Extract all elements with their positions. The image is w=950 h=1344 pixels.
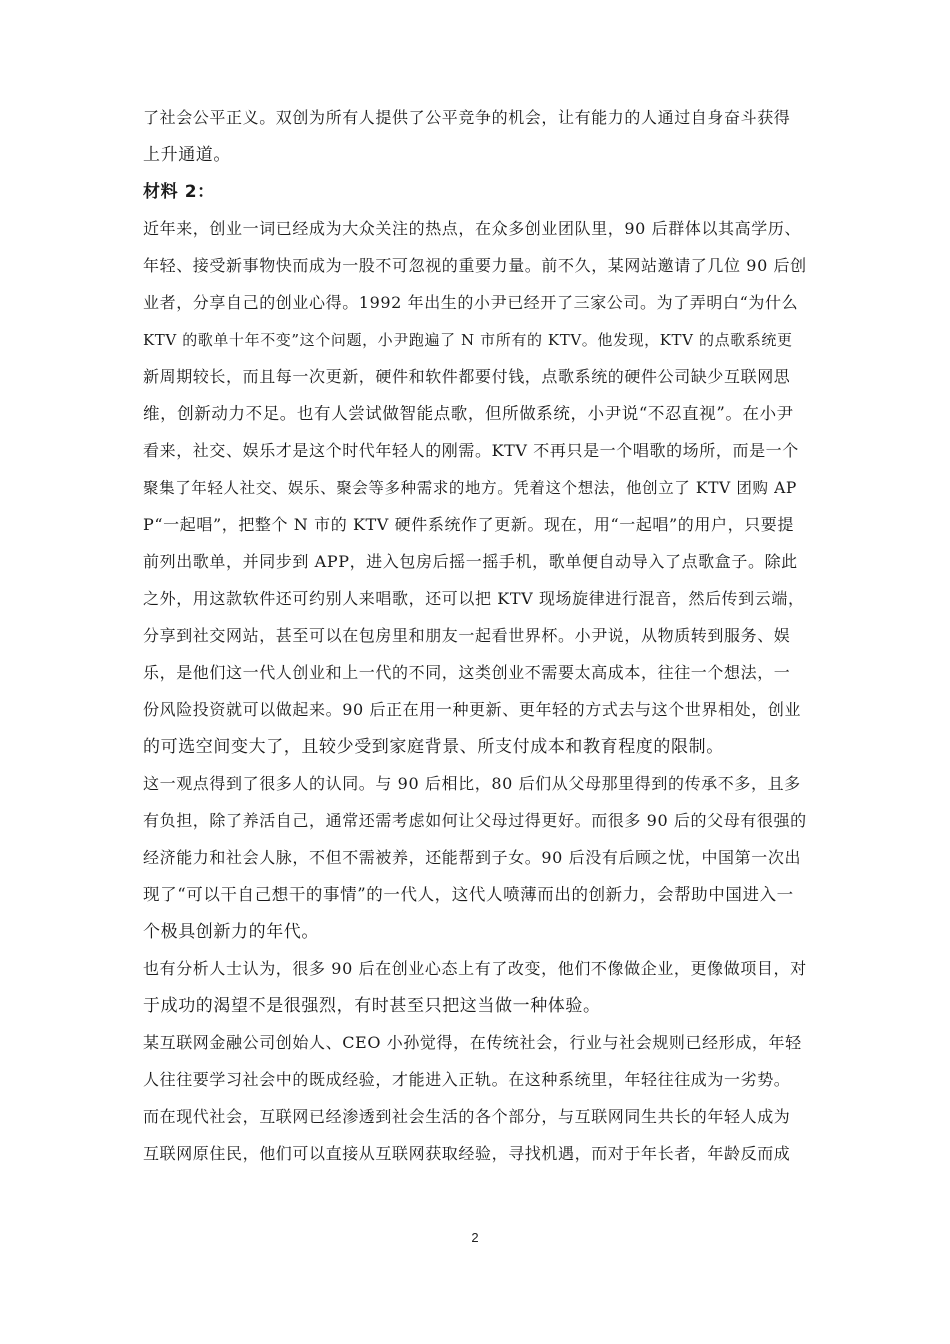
paragraph-line: 有负担，除了养活自己，通常还需考虑如何让父母过得更好。而很多 90 后的父母有很强的 bbox=[143, 811, 807, 830]
paragraph-line: 人往往要学习社会中的既成经验，才能进入正轨。在这种系统里，年轻往往成为一劣势。 bbox=[143, 1070, 791, 1089]
paragraph-line: 经济能力和社会人脉，不但不需被养，还能帮到子女。90 后没有后顾之忧，中国第一次出 bbox=[143, 848, 802, 867]
paragraph-line: 分享到社交网站，甚至可以在包房里和朋友一起看世界杯。小尹说，从物质转到服务、娱 bbox=[143, 626, 791, 645]
paragraph-line: 了社会公平正义。双创为所有人提供了公平竞争的机会，让有能力的人通过自身奋斗获得 bbox=[143, 108, 791, 127]
section-heading: 材料 2： bbox=[143, 182, 215, 202]
paragraph-line: P“一起唱”，把整个 N 市的 KTV 硬件系统作了更新。现在，用“一起唱”的用户，只要提 bbox=[143, 515, 795, 534]
paragraph-line: 业者，分享自己的创业心得。1992 年出生的小尹已经开了三家公司。为了弄明白“为什么 bbox=[143, 293, 799, 312]
paragraph-line: 上升通道。 bbox=[143, 145, 231, 165]
paragraph-line: 前列出歌单，并同步到 APP，进入包房后摇一摇手机，歌单便自动导入了点歌盒子。除此 bbox=[143, 552, 798, 571]
paragraph-line: KTV 的歌单十年不变”这个问题，小尹跑遍了 N 市所有的 KTV。他发现，KTV 的点歌系统更 bbox=[143, 331, 793, 349]
paragraph-line: 之外，用这款软件还可约别人来唱歌，还可以把 KTV 现场旋律进行混音，然后传到云端， bbox=[143, 589, 805, 608]
paragraph-line: 新周期较长，而且每一次更新，硬件和软件都要付钱，点歌系统的硬件公司缺少互联网思 bbox=[143, 367, 791, 386]
paragraph-line: 份风险投资就可以做起来。90 后正在用一种更新、更年轻的方式去与这个世界相处，创业 bbox=[143, 700, 802, 719]
paragraph-line: 年轻、接受新事物快而成为一股不可忽视的重要力量。前不久，某网站邀请了几位 90 后创 bbox=[143, 256, 807, 275]
paragraph-line: 看来，社交、娱乐才是这个时代年轻人的刚需。KTV 不再只是一个唱歌的场所，而是一个 bbox=[143, 441, 799, 460]
paragraph-line: 维，创新动力不足。也有人尝试做智能点歌，但所做系统，小尹说“不忍直视”。在小尹 bbox=[143, 404, 794, 423]
paragraph-line: 也有分析人士认为，很多 90 后在创业心态上有了改变，他们不像做企业，更像做项目，对 bbox=[143, 959, 807, 978]
paragraph-line: 而在现代社会，互联网已经渗透到社会生活的各个部分，与互联网同生共长的年轻人成为 bbox=[143, 1107, 791, 1126]
paragraph-line: 于成功的渴望不是很强烈，有时甚至只把这当做一种体验。 bbox=[143, 996, 601, 1016]
paragraph-line: 近年来，创业一词已经成为大众关注的热点，在众多创业团队里，90 后群体以其高学历、 bbox=[143, 219, 802, 238]
paragraph-line: 这一观点得到了很多人的认同。与 90 后相比，80 后们从父母那里得到的传承不多，且多 bbox=[143, 774, 801, 793]
paragraph-line: 现了“可以干自己想干的事情”的一代人，这代人喷薄而出的创新力，会帮助中国进入一 bbox=[143, 885, 794, 904]
paragraph-line: 某互联网金融公司创始人、CEO 小孙觉得，在传统社会，行业与社会规则已经形成，年轻 bbox=[143, 1033, 802, 1052]
paragraph-line: 个极具创新力的年代。 bbox=[143, 922, 319, 942]
paragraph-line: 互联网原住民，他们可以直接从互联网获取经验，寻找机遇，而对于年长者，年龄反而成 bbox=[143, 1144, 791, 1163]
paragraph-line: 聚集了年轻人社交、娱乐、聚会等多种需求的地方。凭着这个想法，他创立了 KTV 团购 AP bbox=[143, 479, 797, 497]
page-number: 2 bbox=[471, 1230, 479, 1245]
paragraph-line: 乐，是他们这一代人创业和上一代的不同，这类创业不需要太高成本，往往一个想法，一 bbox=[143, 663, 791, 682]
paragraph-line: 的可选空间变大了，且较少受到家庭背景、所支付成本和教育程度的限制。 bbox=[143, 737, 724, 757]
